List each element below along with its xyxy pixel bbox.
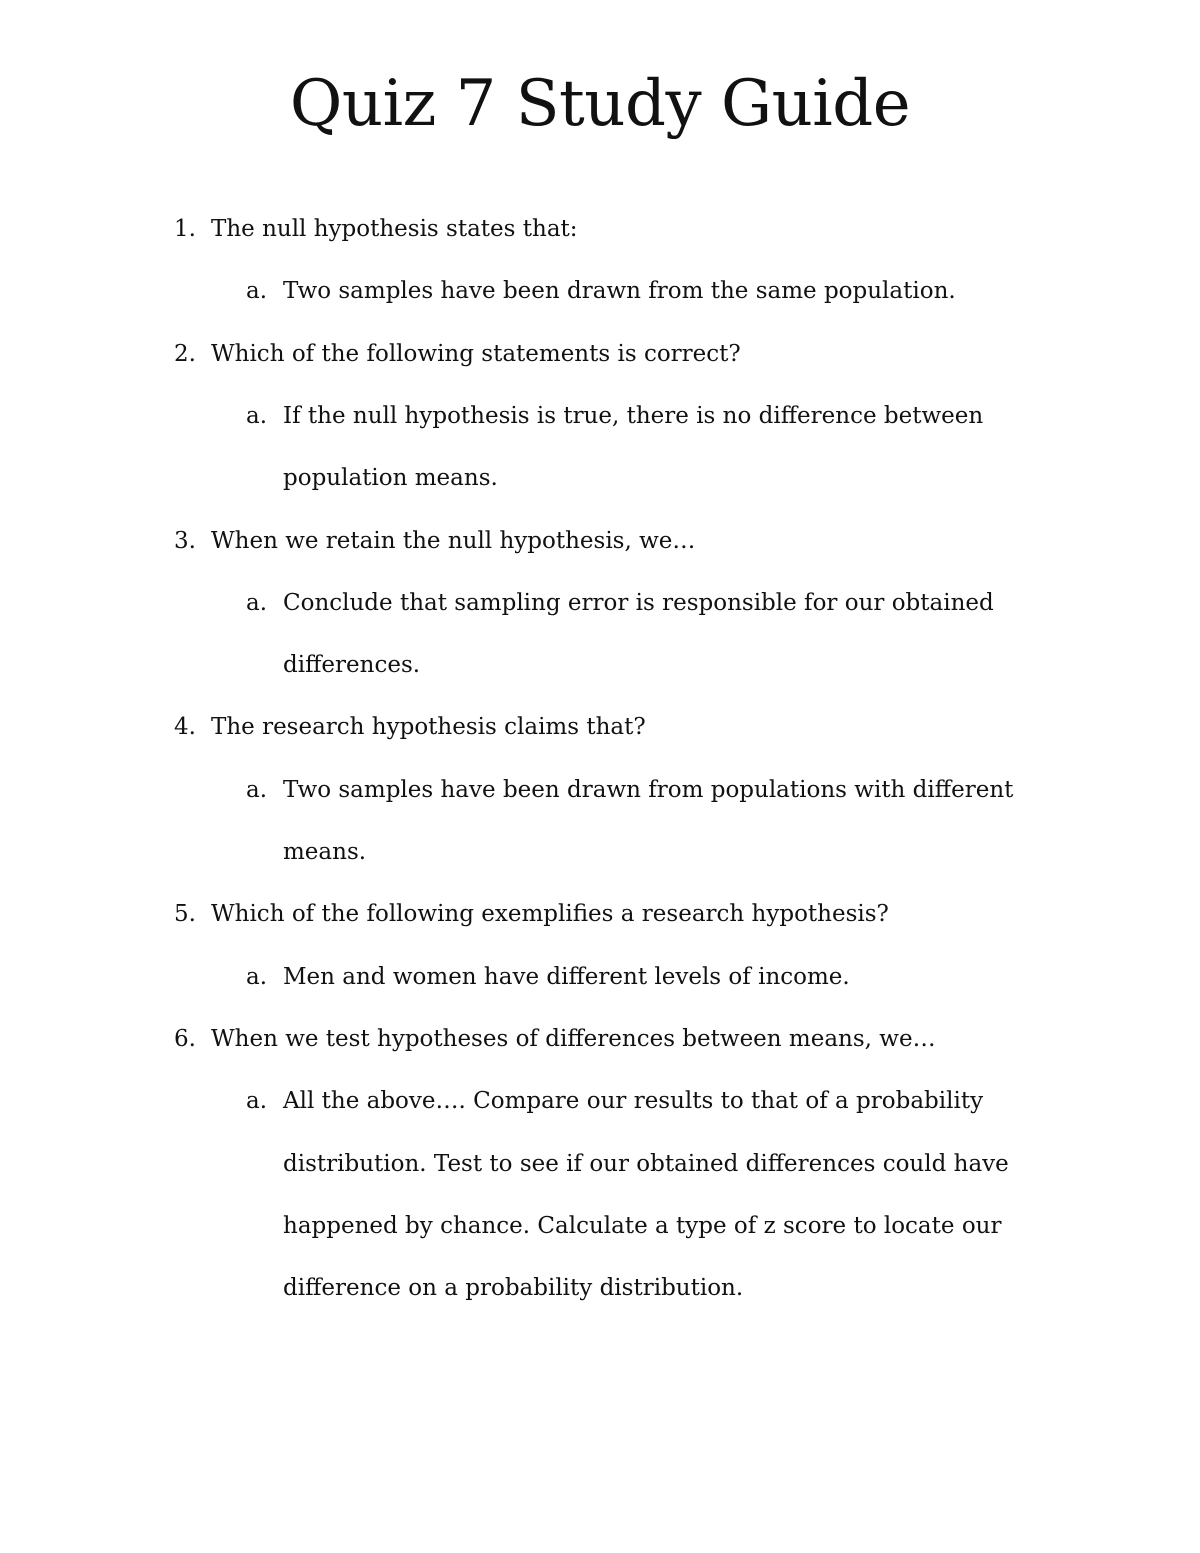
answer-marker: a. xyxy=(246,278,268,305)
answer-text: differences. xyxy=(283,652,421,679)
question-number: 3. xyxy=(174,527,196,554)
answer-text: difference on a probability distribution. xyxy=(283,1275,744,1302)
question-number: 2. xyxy=(174,340,196,367)
question-text: When we retain the null hypothesis, we… xyxy=(211,527,696,554)
document-title: Quiz 7 Study Guide xyxy=(289,67,911,141)
answer-text: means. xyxy=(283,839,367,865)
answer-text: Two samples have been drawn from the same population. xyxy=(283,278,956,305)
question-text: The research hypothesis claims that? xyxy=(211,714,646,741)
question-text: The null hypothesis states that: xyxy=(211,216,578,242)
question-text: Which of the following exemplifies a research hypothesis? xyxy=(211,901,889,928)
answer-text: happened by chance. Calculate a type of z score to locate our xyxy=(283,1212,1002,1239)
question-number: 1. xyxy=(174,216,196,242)
answer-text: Men and women have different levels of income. xyxy=(283,963,850,990)
answer-text: distribution. Test to see if our obtained differences could have xyxy=(283,1150,1009,1177)
question-text: When we test hypotheses of differences between means, we… xyxy=(211,1025,936,1052)
answer-marker: a. xyxy=(246,589,268,616)
answer-marker: a. xyxy=(246,1088,268,1115)
question-text: Which of the following statements is correct? xyxy=(211,340,741,367)
question-number: 4. xyxy=(174,714,196,741)
question-number: 6. xyxy=(174,1025,196,1052)
answer-text: All the above…. Compare our results to that of a probability xyxy=(283,1088,984,1115)
answer-text: Conclude that sampling error is responsible for our obtained xyxy=(283,589,994,616)
question-number: 5. xyxy=(174,901,196,928)
answer-marker: a. xyxy=(246,402,268,429)
answer-marker: a. xyxy=(246,776,268,803)
answer-text: Two samples have been drawn from populations with different xyxy=(283,776,1014,803)
answer-text: population means. xyxy=(283,465,498,492)
answer-text: If the null hypothesis is true, there is no difference between xyxy=(283,402,984,429)
answer-marker: a. xyxy=(246,963,268,990)
